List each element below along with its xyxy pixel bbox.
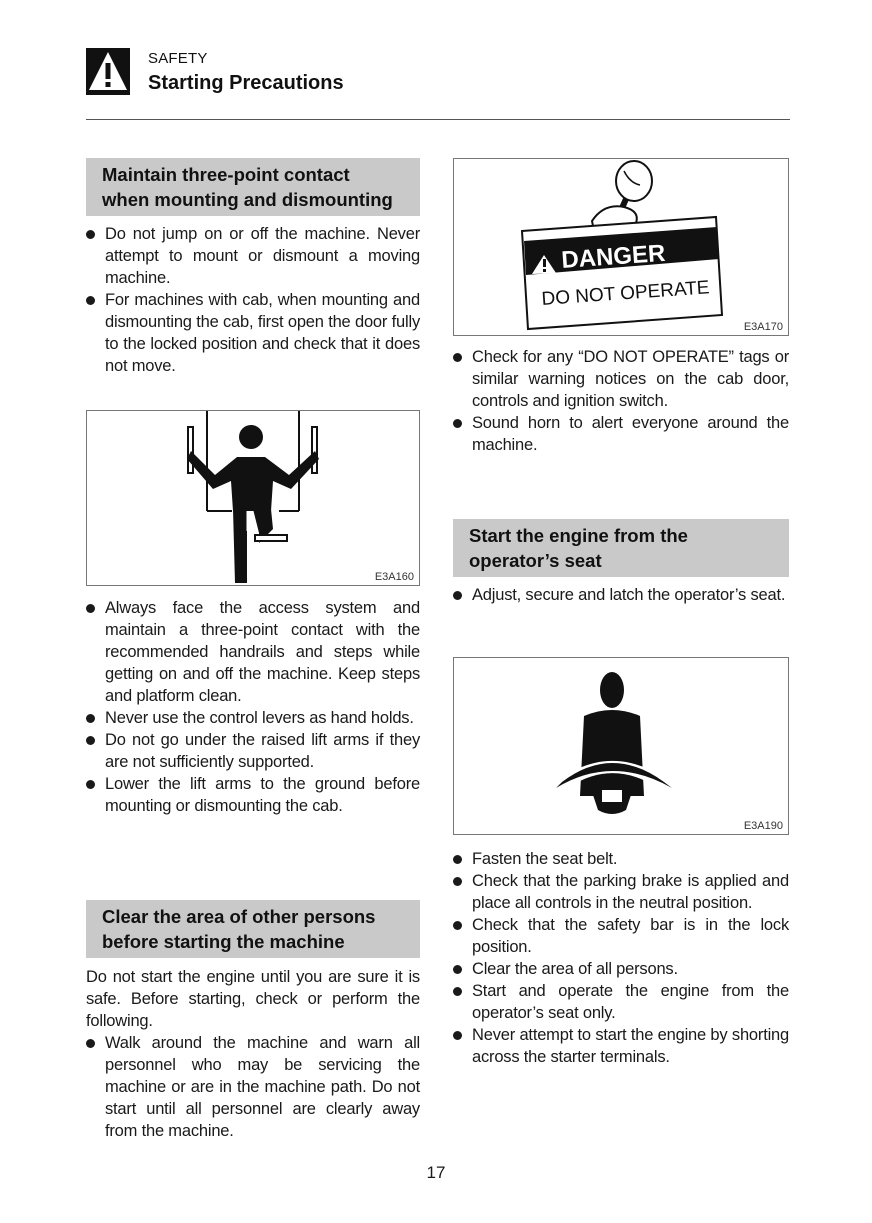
- do-not-operate-label: DO NOT OPERATE: [540, 277, 711, 310]
- list-item: Adjust, secure and latch the operator’s seat.: [453, 584, 789, 606]
- bullet-list-tags: [453, 346, 789, 456]
- list-item: Clear the area of all persons.: [453, 958, 789, 980]
- figure-code: E3A160: [374, 571, 414, 583]
- list-item: Never use the control levers as hand holds.: [86, 707, 420, 729]
- bullet-list-seat: [453, 584, 789, 606]
- warning-triangle-icon: [86, 48, 130, 95]
- figure-three-point-contact: [86, 410, 420, 586]
- section-heading-operator-seat: Start the engine from the operator’s seat: [453, 519, 789, 577]
- list-item: Check that the safety bar is in the lock position.: [453, 914, 789, 958]
- list-item: Start and operate the engine from the operator’s seat only.: [453, 980, 789, 1024]
- danger-tag-on-lever-icon: [454, 159, 790, 337]
- list-item: Always face the access system and maintain a three-point contact with the recommended handrails and steps while getting on and off the machine. Keep steps and platform clean.: [86, 597, 420, 707]
- list-item: Walk around the machine and warn all personnel who may be servicing the machine or are in the machine path. Do not start until all personnel are clearly away from the machine.: [86, 1032, 420, 1142]
- seat-belt-operator-icon: [454, 658, 790, 836]
- list-item: Do not go under the raised lift arms if they are not sufficiently supported.: [86, 729, 420, 773]
- section-heading-three-point-contact: Maintain three-point contact when mounting and dismounting: [86, 158, 420, 216]
- bullet-list-starting: [453, 848, 789, 1068]
- three-point-contact-person-icon: [87, 411, 421, 587]
- list-item: Do not jump on or off the machine. Never attempt to mount or dismount a moving machine.: [86, 223, 420, 289]
- list-item: Sound horn to alert everyone around the machine.: [453, 412, 789, 456]
- list-item: Lower the lift arms to the ground before mounting or dismounting the cab.: [86, 773, 420, 817]
- bullet-list-mounting: [86, 223, 420, 377]
- page-header: [86, 46, 790, 120]
- paragraph-intro: Do not start the engine until you are sure it is safe. Before starting, check or perform the following.: [86, 968, 420, 1030]
- list-item: For machines with cab, when mounting and dismounting the cab, first open the door fully to the locked position and check that it does not move.: [86, 289, 420, 377]
- list-item: Check that the parking brake is applied and place all controls in the neutral position.: [453, 870, 789, 914]
- list-item: Fasten the seat belt.: [453, 848, 789, 870]
- danger-label: DANGER: [560, 239, 667, 274]
- bullet-list-access: [86, 597, 420, 817]
- list-item: Check for any “DO NOT OPERATE” tags or similar warning notices on the cab door, controls and ignition switch.: [453, 346, 789, 412]
- figure-seat-belt: [453, 657, 789, 835]
- bullet-list-clear-area: [86, 1032, 420, 1142]
- list-item: Never attempt to start the engine by shorting across the starter terminals.: [453, 1024, 789, 1068]
- page-title: Starting Precautions: [148, 72, 344, 94]
- figure-danger-tag: [453, 158, 789, 336]
- figure-code: E3A190: [743, 820, 783, 832]
- page-number: 17: [426, 1163, 446, 1182]
- figure-code: E3A170: [743, 321, 783, 333]
- section-heading-clear-area: Clear the area of other persons before starting the machine: [86, 900, 420, 958]
- section-label: SAFETY: [148, 50, 208, 67]
